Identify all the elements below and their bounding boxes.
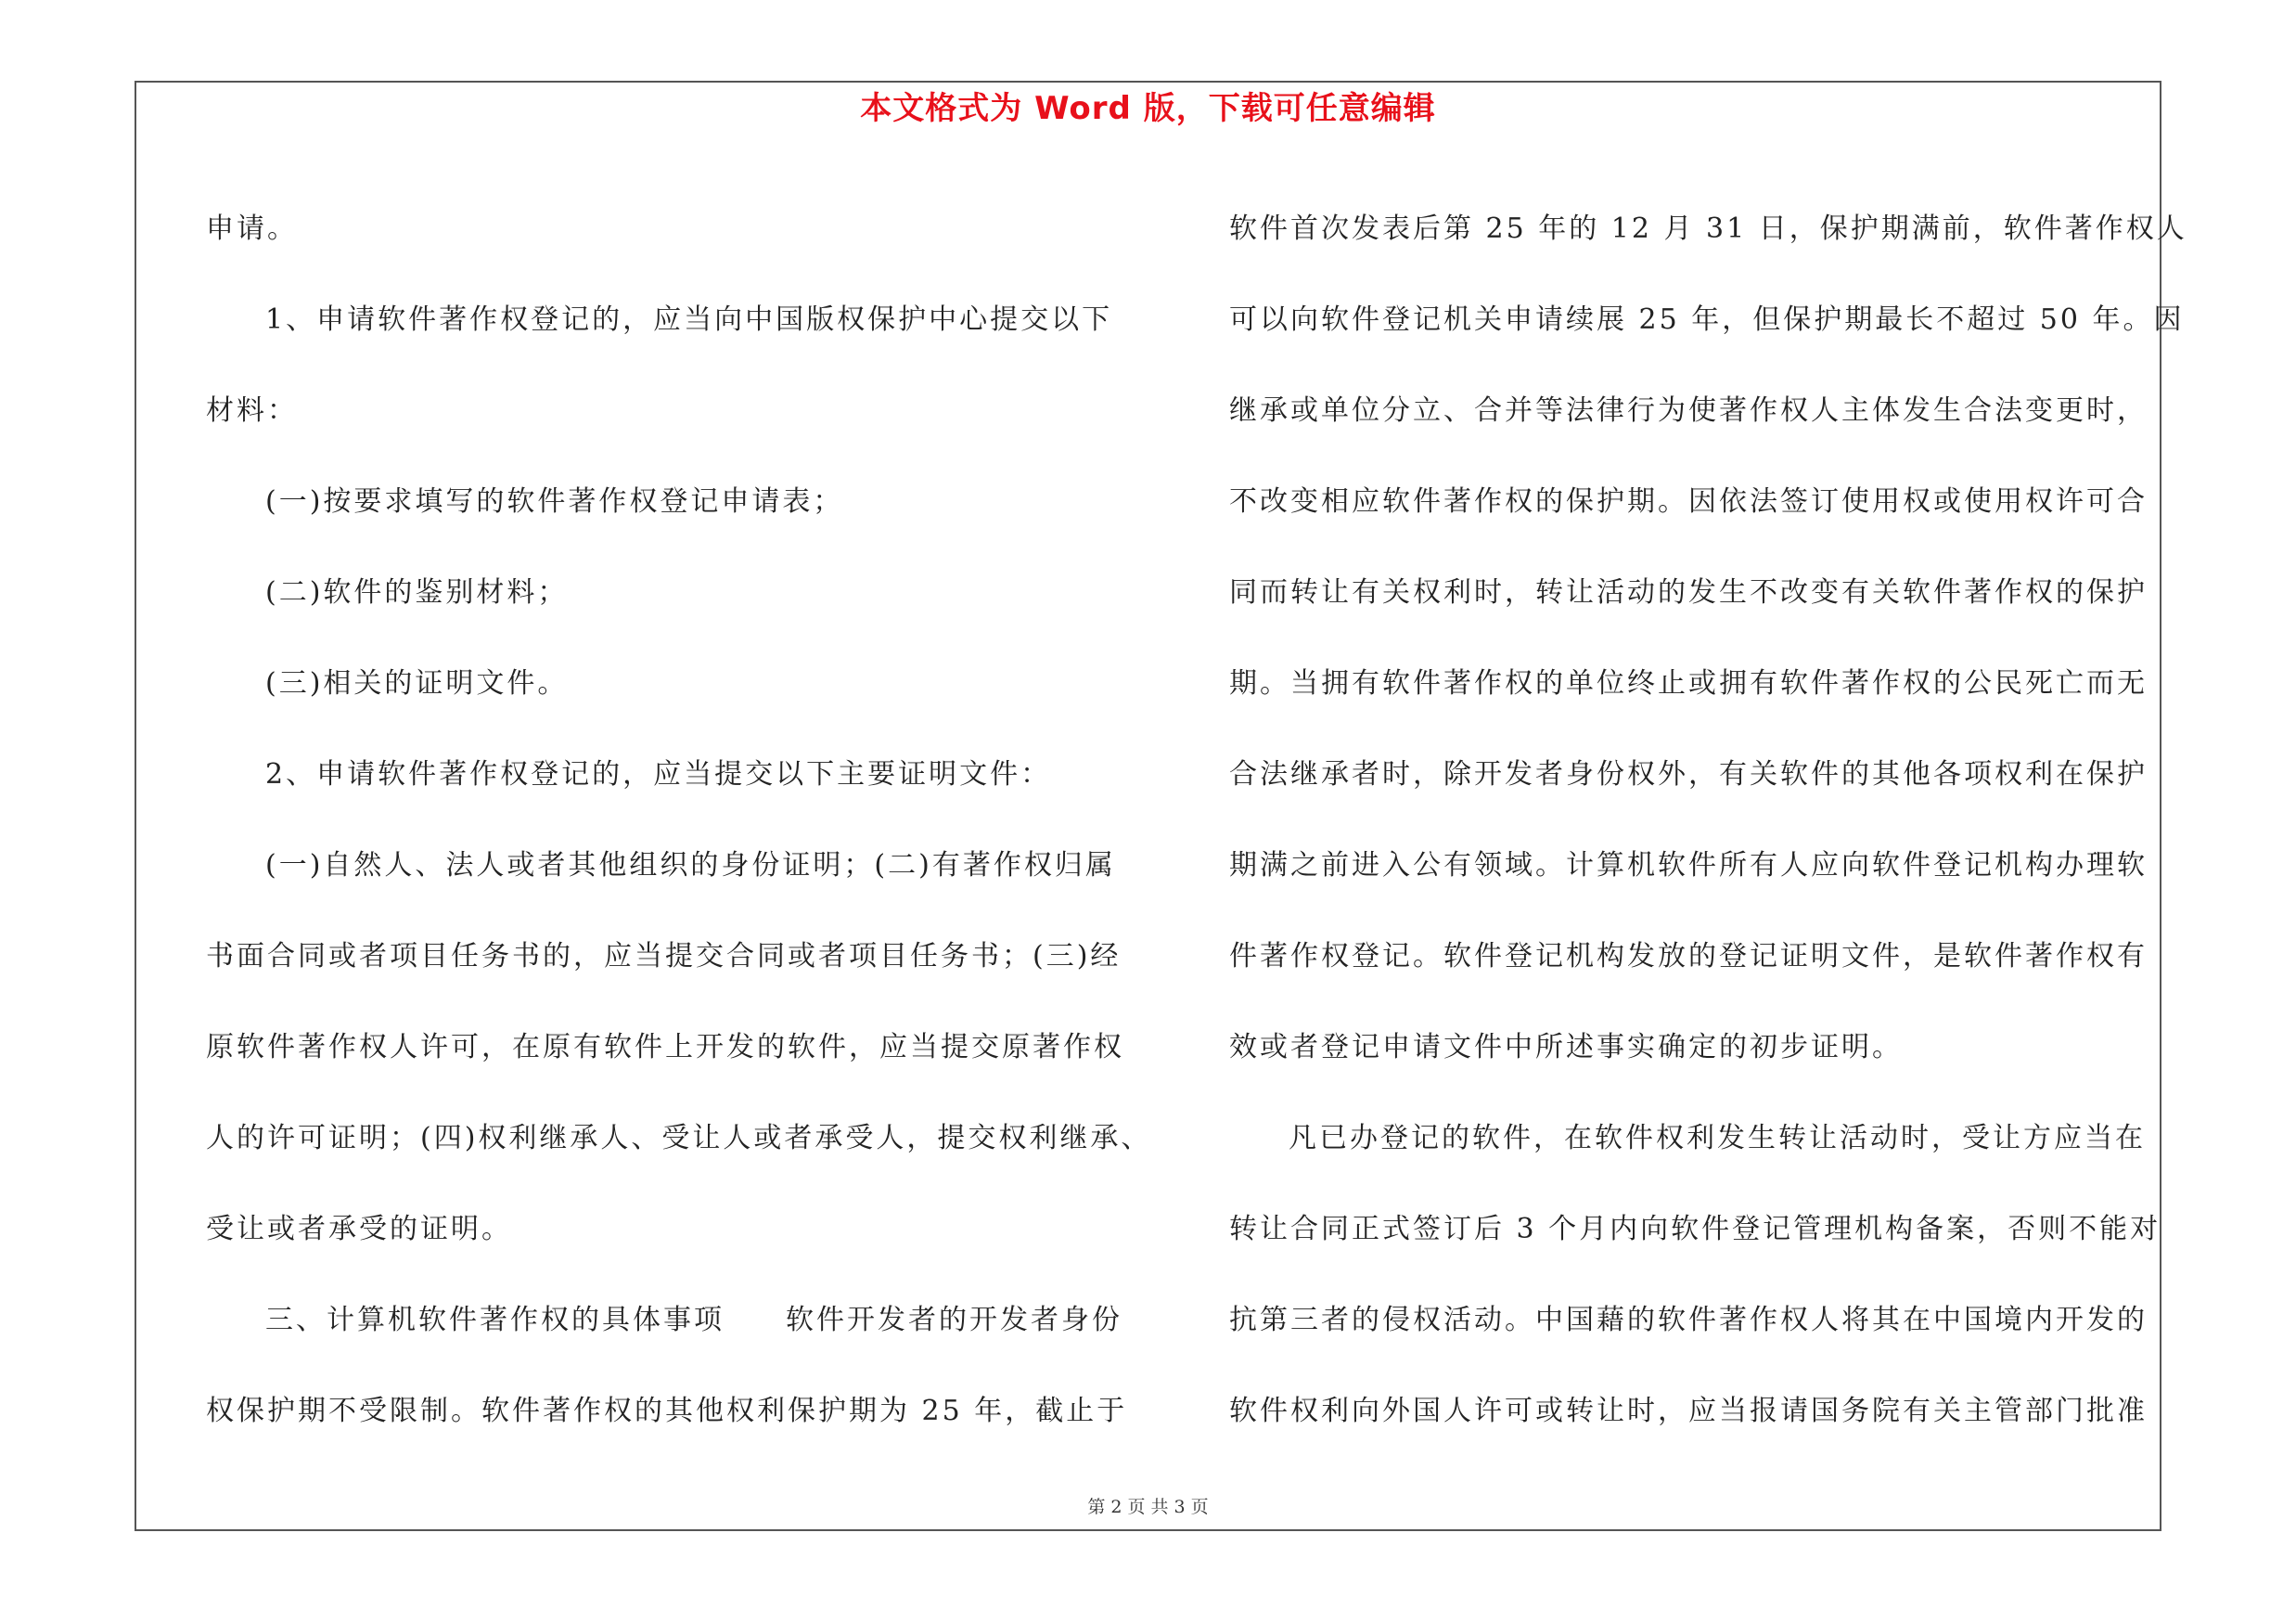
text-line: 继承或单位分立、合并等法律行为使著作权人主体发生合法变更时，: [1229, 394, 2148, 427]
text-line: 抗第三者的侵权活动。中国藉的软件著作权人将其在中国境内开发的: [1229, 1304, 2148, 1336]
footer-prefix: 第: [1087, 1497, 1106, 1517]
text-line: 软件权利向外国人许可或转让时，应当报请国务院有关主管部门批准: [1229, 1395, 2148, 1427]
page-number-footer: [0, 1494, 2296, 1520]
text-line: 人的许可证明；(四)权利继承人、受让人或者承受人，提交权利继承、: [206, 1122, 1152, 1154]
text-line: 效或者登记申请文件中所述事实确定的初步证明。: [1229, 1031, 1903, 1063]
text-line: 同而转让有关权利时，转让活动的发生不改变有关软件著作权的保护: [1229, 576, 2148, 609]
text-line: 书面合同或者项目任务书的，应当提交合同或者项目任务书；(三)经: [206, 940, 1122, 973]
text-line: (二)软件的鉴别材料；: [265, 576, 569, 609]
footer-mid: 页 共: [1127, 1497, 1169, 1517]
total-pages-number: 3: [1174, 1497, 1186, 1517]
text-line: 三、计算机软件著作权的具体事项 软件开发者的开发者身份: [265, 1304, 1122, 1336]
text-line: 受让或者承受的证明。: [206, 1213, 512, 1245]
text-line: 期。当拥有软件著作权的单位终止或拥有软件著作权的公民死亡而无: [1229, 667, 2148, 700]
text-line: 合法继承者时，除开发者身份权外，有关软件的其他各项权利在保护: [1229, 758, 2148, 791]
text-line: 材料：: [206, 394, 298, 427]
text-line: 可以向软件登记机关申请续展 25 年，但保护期最长不超过 50 年。因: [1229, 303, 2185, 336]
text-line: 转让合同正式签订后 3 个月内向软件登记管理机构备案，否则不能对: [1229, 1213, 2161, 1245]
text-line: 1、申请软件著作权登记的，应当向中国版权保护中心提交以下: [265, 303, 1113, 336]
text-line: (三)相关的证明文件。: [265, 667, 569, 700]
text-line: 权保护期不受限制。软件著作权的其他权利保护期为 25 年，截止于: [206, 1395, 1128, 1427]
text-line: 期满之前进入公有领域。计算机软件所有人应向软件登记机构办理软: [1229, 849, 2148, 882]
text-line: 申请。: [206, 213, 298, 245]
footer-suffix: 页: [1190, 1497, 1209, 1517]
current-page-number: 2: [1110, 1497, 1122, 1517]
right-text-column: [1229, 184, 2187, 1457]
text-line: 件著作权登记。软件登记机构发放的登记证明文件，是软件著作权有: [1229, 940, 2148, 973]
text-line: (一)自然人、法人或者其他组织的身份证明；(二)有著作权归属: [265, 849, 1116, 882]
text-line: 原软件著作权人许可，在原有软件上开发的软件，应当提交原著作权: [206, 1031, 1124, 1063]
text-line: 凡已办登记的软件，在软件权利发生转让活动时，受让方应当在: [1289, 1122, 2146, 1154]
text-line: 不改变相应软件著作权的保护期。因依法签订使用权或使用权许可合: [1229, 485, 2148, 518]
text-line: 软件首次发表后第 25 年的 12 月 31 日，保护期满前，软件著作权人: [1229, 213, 2187, 245]
text-line: 2、申请软件著作权登记的，应当提交以下主要证明文件：: [265, 758, 1052, 791]
document-header-notice: 本文格式为 Word 版，下载可任意编辑: [860, 90, 1436, 127]
text-line: (一)按要求填写的软件著作权登记申请表；: [265, 485, 844, 518]
left-text-column: [206, 184, 1152, 1457]
